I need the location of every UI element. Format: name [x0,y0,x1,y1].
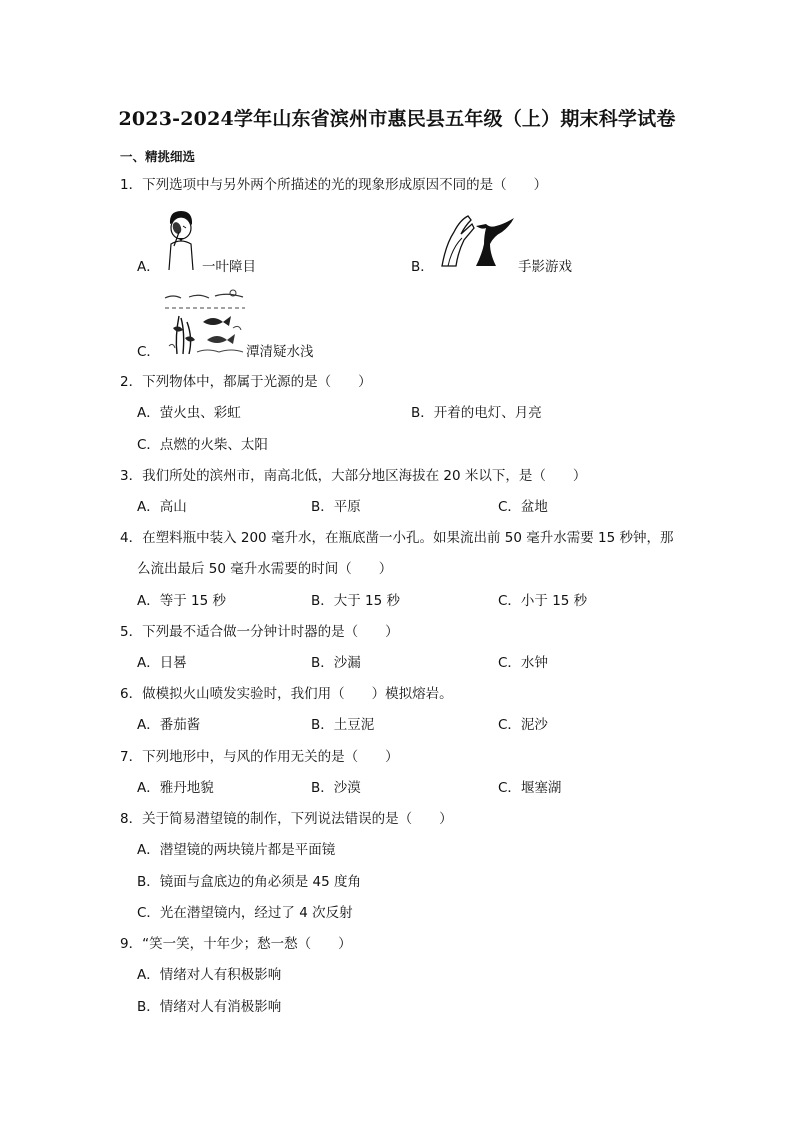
q1-option-a-label: A． [137,259,160,275]
question-2-stem: 2．下列物体中，都属于光源的是（ ） [120,374,372,390]
q1-option-b-label: B． [411,259,434,275]
q7-option-c: C．堰塞湖 [498,780,562,796]
question-1-stem: 1．下列选项中与另外两个所描述的光的现象形成原因不同的是（ ） [120,177,548,193]
question-8-stem: 8．关于简易潜望镜的制作，下列说法错误的是（ ） [120,811,453,827]
q7-option-a: A．雅丹地貌 [137,780,214,796]
q8-option-c: C．光在潜望镜内，经过了 4 次反射 [137,905,353,921]
question-6-stem: 6．做模拟火山喷发实验时，我们用（ ）模拟熔岩。 [120,686,453,702]
q7-option-b: B．沙漠 [311,780,361,796]
q6-option-a: A．番茄酱 [137,717,201,733]
question-4-stem-line-1: 4．在塑料瓶中装入 200 毫升水，在瓶底凿一小孔。如果流出前 50 毫升水需要 15 秒钟，那 [120,530,674,546]
q1-option-c-label: C． [137,344,160,360]
q3-option-c: C．盆地 [498,499,548,515]
question-7-stem: 7．下列地形中，与风的作用无关的是（ ） [120,749,399,765]
q5-option-a: A．日晷 [137,655,187,671]
question-5-stem: 5．下列最不适合做一分钟计时器的是（ ） [120,624,399,640]
boy-leaf-illustration [163,208,199,270]
q9-option-a: A．情绪对人有积极影响 [137,967,282,983]
q4-option-a: A．等于 15 秒 [137,593,226,609]
q2-option-c: C．点燃的火柴、太阳 [137,437,268,453]
q3-option-a: A．高山 [137,499,187,515]
q3-option-b: B．平原 [311,499,361,515]
q6-option-c: C．泥沙 [498,717,548,733]
q1-option-b-text: 手影游戏 [518,259,572,275]
pond-fish-illustration [163,288,247,356]
q1-option-a-text: 一叶障目 [202,259,256,275]
q6-option-b: B．土豆泥 [311,717,375,733]
q1-option-c-text: 潭清疑水浅 [246,344,314,360]
hand-shadow-illustration [438,214,516,268]
q4-option-c: C．小于 15 秒 [498,593,588,609]
q4-option-b: B．大于 15 秒 [311,593,401,609]
q8-option-a: A．潜望镜的两块镜片都是平面镜 [137,842,336,858]
page-title: 2023-2024学年山东省滨州市惠民县五年级（上）期末科学试卷 [118,108,676,130]
q8-option-b: B．镜面与盒底边的角必须是 45 度角 [137,874,362,890]
q2-option-b: B．开着的电灯、月亮 [411,405,542,421]
q5-option-b: B．沙漏 [311,655,361,671]
question-9-stem: 9．“笑一笑，十年少；愁一愁（ ） [120,936,352,952]
question-4-stem-line-2: 么流出最后 50 毫升水需要的时间（ ） [137,561,393,577]
question-3-stem: 3．我们所处的滨州市，南高北低，大部分地区海拔在 20 米以下，是（ ） [120,468,587,484]
q2-option-a: A．萤火虫、彩虹 [137,405,241,421]
q5-option-c: C．水钟 [498,655,548,671]
section-heading: 一、精挑细选 [120,149,196,164]
q9-option-b: B．情绪对人有消极影响 [137,999,282,1015]
